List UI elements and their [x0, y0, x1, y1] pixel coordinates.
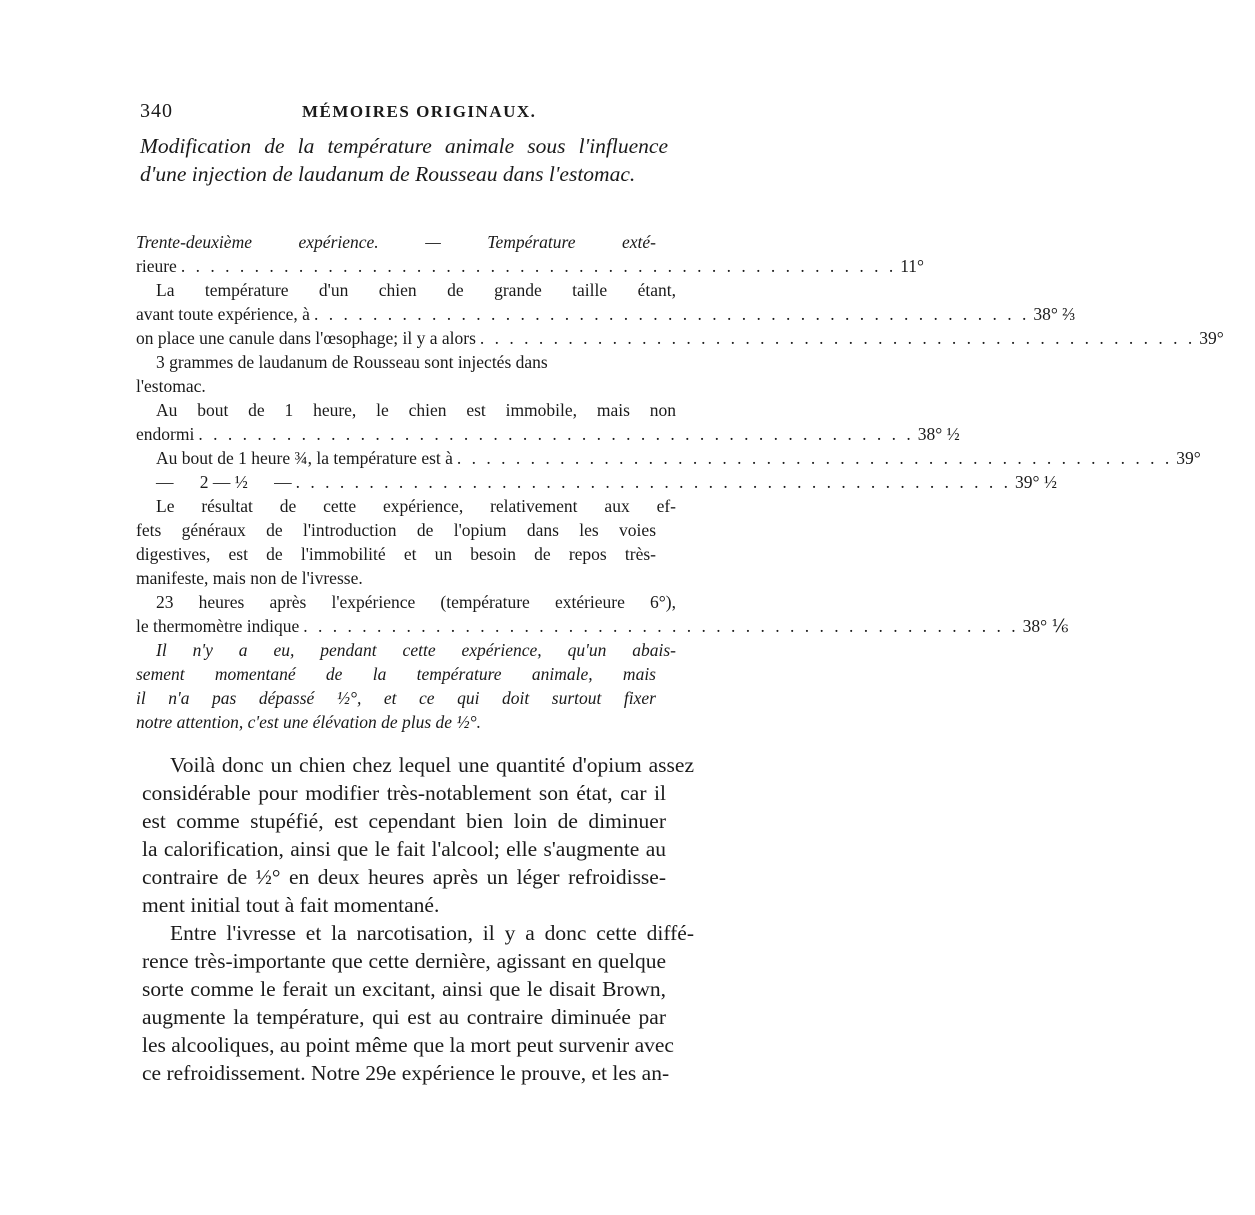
line-text: les alcooliques, au point même que la mort peut survenir avec: [142, 1033, 674, 1057]
experiment-line-18: [136, 638, 676, 662]
line-text: la calorification, ainsi que le fait l'alcool; elle s'augmente au: [142, 837, 666, 861]
experiment-line-20: [136, 686, 656, 710]
line-text: l'estomac.: [136, 376, 206, 396]
leader-dots: . . . . . . . . . . . . . . . . . . . . . . . . . . . . . . . . . . . . . . . . . . . . . . . . .: [180, 256, 897, 276]
body-line-5: [142, 864, 666, 891]
line-text: est comme stupéfié, est cependant bien loin de diminuer: [142, 809, 666, 833]
line-text: il n'a pas dépassé ½°, et ce qui doit surtout fixer: [136, 688, 656, 708]
line-text: notre attention, c'est une élévation de plus de ½°.: [136, 712, 481, 732]
experiment-line-10: [136, 446, 1201, 470]
temperature-value: 39°: [1199, 328, 1224, 348]
experiment-line-2: [136, 254, 925, 278]
line-text: fets généraux de l'introduction de l'opium dans les voies: [136, 520, 656, 540]
line-text: rieure: [136, 256, 177, 276]
line-text: Entre l'ivresse et la narcotisation, il y a donc cette diffé-: [170, 921, 694, 945]
leader-dots: . . . . . . . . . . . . . . . . . . . . . . . . . . . . . . . . . . . . . . . . . . . . . . . . .: [198, 424, 914, 444]
section-title: Modification de la température animale sous l'influence d'une injection de laudanum de Rousseau dans l'estomac.: [140, 134, 668, 186]
experiment-line-13: [136, 518, 656, 542]
experiment-line-21: [136, 710, 656, 734]
line-text: Voilà donc un chien chez lequel une quantité d'opium assez: [170, 753, 694, 777]
experiment-line-11: [136, 470, 1057, 494]
line-text: ce refroidissement. Notre 29e expérience le prouve, et les an-: [142, 1061, 670, 1085]
experiment-heading: Trente-deuxième expérience. — Température exté-: [136, 232, 656, 252]
line-text: le thermomètre indique: [136, 616, 300, 636]
line-text: Il n'y a eu, pendant cette expérience, qu'un abais-: [156, 640, 676, 660]
body-line-4: [142, 836, 666, 863]
experiment-line-14: [136, 542, 656, 566]
temperature-value: 38° ⅙: [1022, 616, 1069, 636]
body-line-3: [142, 808, 666, 835]
page-number: 340: [140, 100, 173, 122]
temperature-value: 38° ½: [917, 424, 960, 444]
line-text: endormi: [136, 424, 195, 444]
line-text: considérable pour modifier très-notablement son état, car il: [142, 781, 666, 805]
line-text: 3 grammes de laudanum de Rousseau sont injectés dans: [156, 352, 548, 372]
experiment-line-1: [136, 230, 656, 254]
line-text: Au bout de 1 heure, le chien est immobile, mais non: [156, 400, 676, 420]
experiment-line-17: [136, 614, 1069, 638]
experiment-line-15: [136, 566, 656, 590]
experiment-line-8: [136, 398, 676, 422]
experiment-line-12: [136, 494, 676, 518]
line-text: digestives, est de l'immobilité et un besoin de repos très-: [136, 544, 656, 564]
line-text: augmente la température, qui est au contraire diminuée par: [142, 1005, 666, 1029]
temperature-value: 39° ½: [1015, 472, 1057, 492]
body-line-1: [142, 752, 694, 779]
body-line-9: [142, 976, 666, 1003]
temperature-value: 38° ⅔: [1033, 304, 1076, 324]
running-head: MÉMOIRES ORIGINAUX.: [302, 102, 537, 121]
body-line-8: [142, 948, 666, 975]
leader-dots: . . . . . . . . . . . . . . . . . . . . . . . . . . . . . . . . . . . . . . . . . . . . . . . . .: [313, 304, 1030, 324]
leader-dots: . . . . . . . . . . . . . . . . . . . . . . . . . . . . . . . . . . . . . . . . . . . . . . . . .: [303, 616, 1019, 636]
experiment-line-4: [136, 302, 1076, 326]
body-line-6: [142, 892, 666, 919]
line-text: sement momentané de la température animale, mais: [136, 664, 656, 684]
leader-dots: . . . . . . . . . . . . . . . . . . . . . . . . . . . . . . . . . . . . . . . . . . . . . . . . .: [479, 328, 1196, 348]
experiment-line-19: [136, 662, 656, 686]
line-text: Au bout de 1 heure ¾, la température est à: [156, 448, 453, 468]
line-text: — 2 — ½ —: [156, 472, 292, 492]
temperature-value: 11°: [900, 256, 925, 276]
line-text: manifeste, mais non de l'ivresse.: [136, 568, 363, 588]
line-text: on place une canule dans l'œsophage; il y a alors: [136, 328, 476, 348]
line-text: 23 heures après l'expérience (température extérieure 6°),: [156, 592, 676, 612]
line-text: ment initial tout à fait momentané.: [142, 893, 440, 917]
line-text: sorte comme le ferait un excitant, ainsi que le disait Brown,: [142, 977, 666, 1001]
experiment-line-6: [136, 350, 676, 374]
body-line-2: [142, 780, 666, 807]
line-text: rence très-importante que cette dernière, agissant en quelque: [142, 949, 666, 973]
experiment-line-5: [136, 326, 1224, 350]
experiment-line-3: [136, 278, 676, 302]
experiment-line-7: [136, 374, 656, 398]
line-text: avant toute expérience, à: [136, 304, 310, 324]
line-text: contraire de ½° en deux heures après un léger refroidisse-: [142, 865, 666, 889]
experiment-line-9: [136, 422, 960, 446]
leader-dots: . . . . . . . . . . . . . . . . . . . . . . . . . . . . . . . . . . . . . . . . . . . . . . . . .: [456, 448, 1173, 468]
leader-dots: . . . . . . . . . . . . . . . . . . . . . . . . . . . . . . . . . . . . . . . . . . . . . . . . .: [295, 472, 1011, 492]
page-header: [140, 100, 665, 128]
temperature-value: 39°: [1176, 448, 1201, 468]
body-line-12: [142, 1060, 670, 1087]
body-line-11: [142, 1032, 674, 1059]
line-text: La température d'un chien de grande taille étant,: [156, 280, 676, 300]
body-line-10: [142, 1004, 666, 1031]
body-line-7: [142, 920, 694, 947]
experiment-line-16: [136, 590, 676, 614]
line-text: Le résultat de cette expérience, relativement aux ef-: [156, 496, 676, 516]
